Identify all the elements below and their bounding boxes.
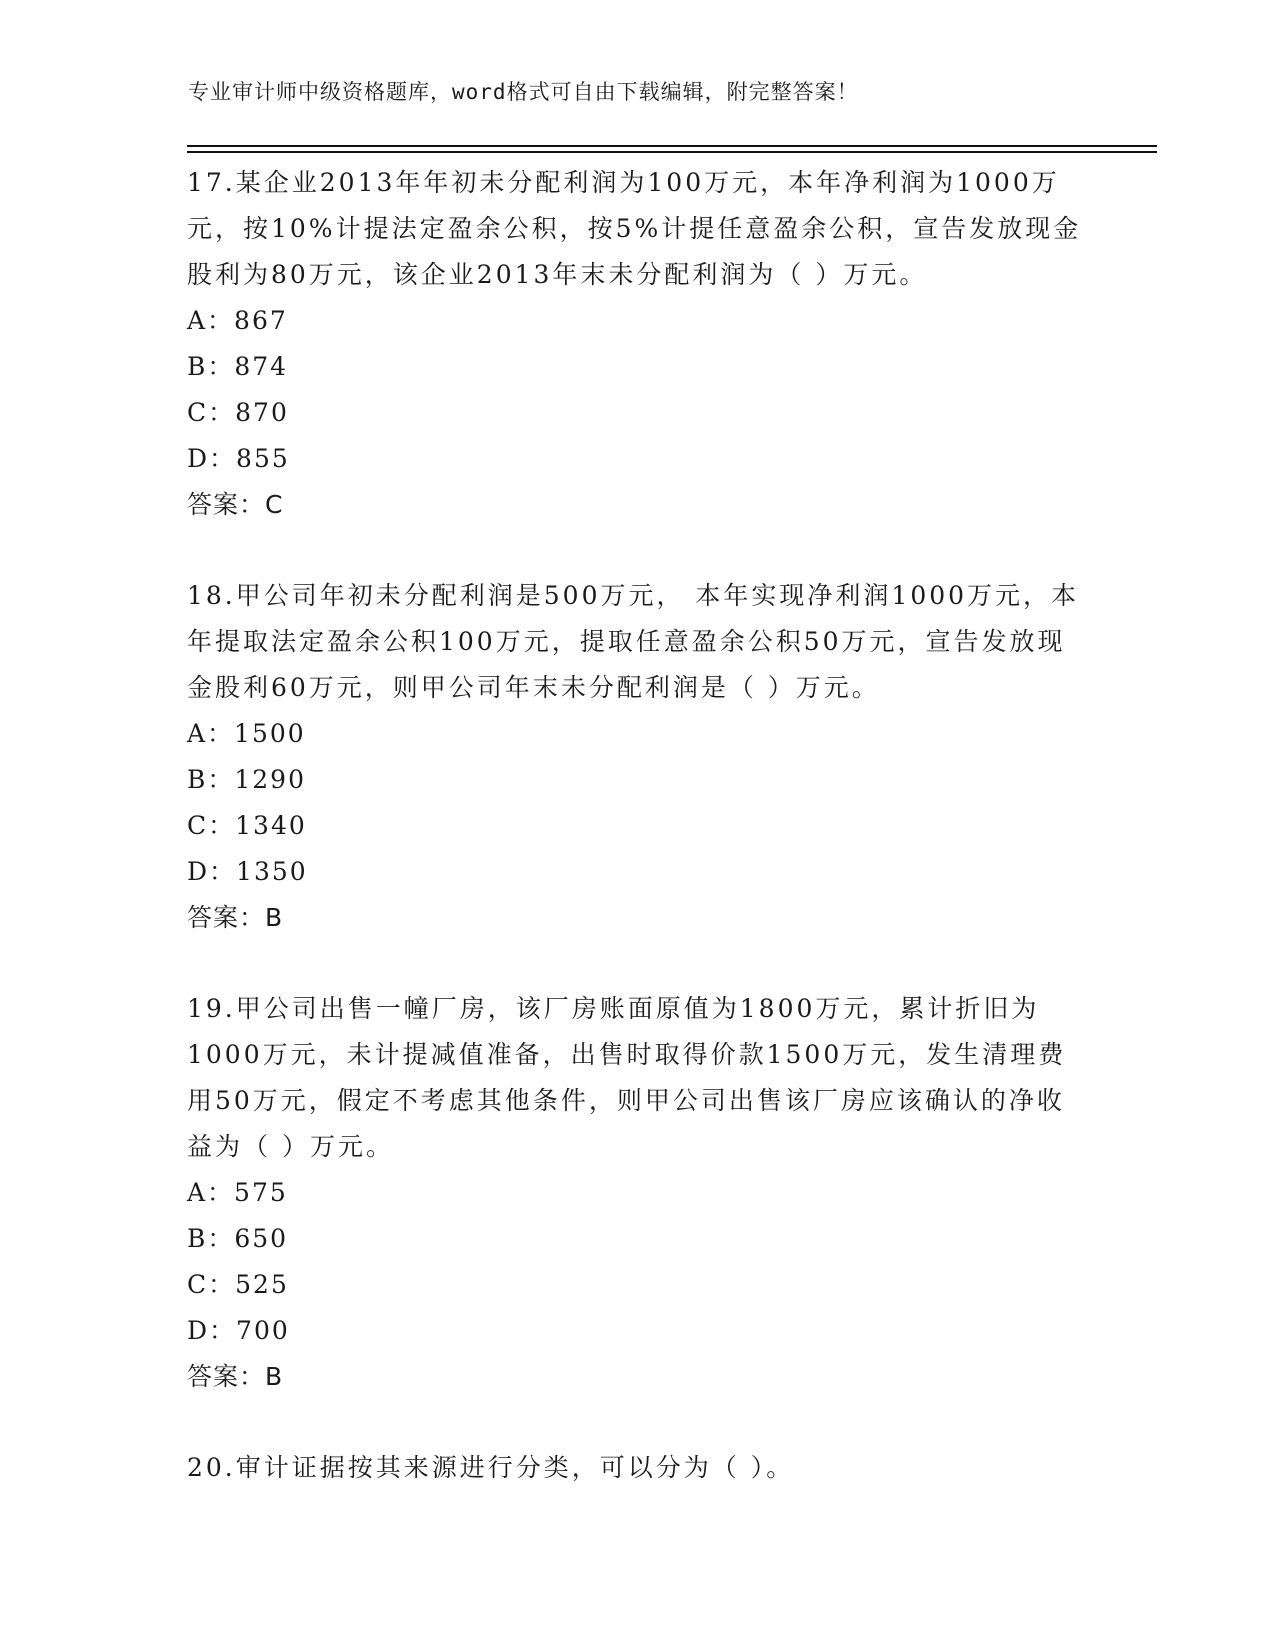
question-stem: 18.甲公司年初未分配利润是500万元， 本年实现净利润1000万元，本年提取法定盈余公积100万元，提取任意盈余公积50万元，宣告发放现金股利60万元，则甲公司年末未分配利润是（ ）万元。 <box>187 581 1080 702</box>
question-17 <box>187 160 1087 528</box>
question-20 <box>187 1445 1087 1491</box>
question-19 <box>187 986 1087 1400</box>
option-d: D：1350 <box>187 857 308 886</box>
page-header: 专业审计师中级资格题库，word格式可自由下载编辑，附完整答案！ <box>188 80 859 104</box>
answer: 答案：B <box>187 903 284 932</box>
option-d: D：855 <box>187 444 290 473</box>
question-stem: 17.某企业2013年年初未分配利润为100万元，本年净利润为1000万元，按10%计提法定盈余公积，按5%计提任意盈余公积，宣告发放现金股利为80万元，该企业2013年末未分配利润为（ ）万元。 <box>187 168 1082 289</box>
header-rule-top <box>187 145 1157 147</box>
answer: 答案：B <box>187 1362 284 1391</box>
option-b: B：1290 <box>187 765 306 794</box>
option-b: B：650 <box>187 1224 289 1253</box>
question-18 <box>187 573 1087 941</box>
spacer <box>187 1400 1087 1445</box>
option-c: C：1340 <box>187 811 307 840</box>
option-c: C：525 <box>187 1270 289 1299</box>
option-a: A：867 <box>187 306 288 335</box>
spacer <box>187 941 1087 986</box>
question-stem: 19.甲公司出售一幢厂房，该厂房账面原值为1800万元，累计折旧为1000万元，未计提减值准备，出售时取得价款1500万元，发生清理费用50万元，假定不考虑其他条件，则甲公司出售该厂房应该确认的净收益为（ ）万元。 <box>187 994 1067 1161</box>
option-a: A：1500 <box>187 719 306 748</box>
spacer <box>187 528 1087 573</box>
question-stem: 20.审计证据按其来源进行分类，可以分为（ ）。 <box>187 1453 795 1482</box>
answer: 答案：C <box>187 490 284 519</box>
option-c: C：870 <box>187 398 289 427</box>
header-rule-bottom <box>187 151 1157 153</box>
option-d: D：700 <box>187 1316 290 1345</box>
option-b: B：874 <box>187 352 289 381</box>
option-a: A：575 <box>187 1178 288 1207</box>
question-list <box>187 160 1087 1491</box>
